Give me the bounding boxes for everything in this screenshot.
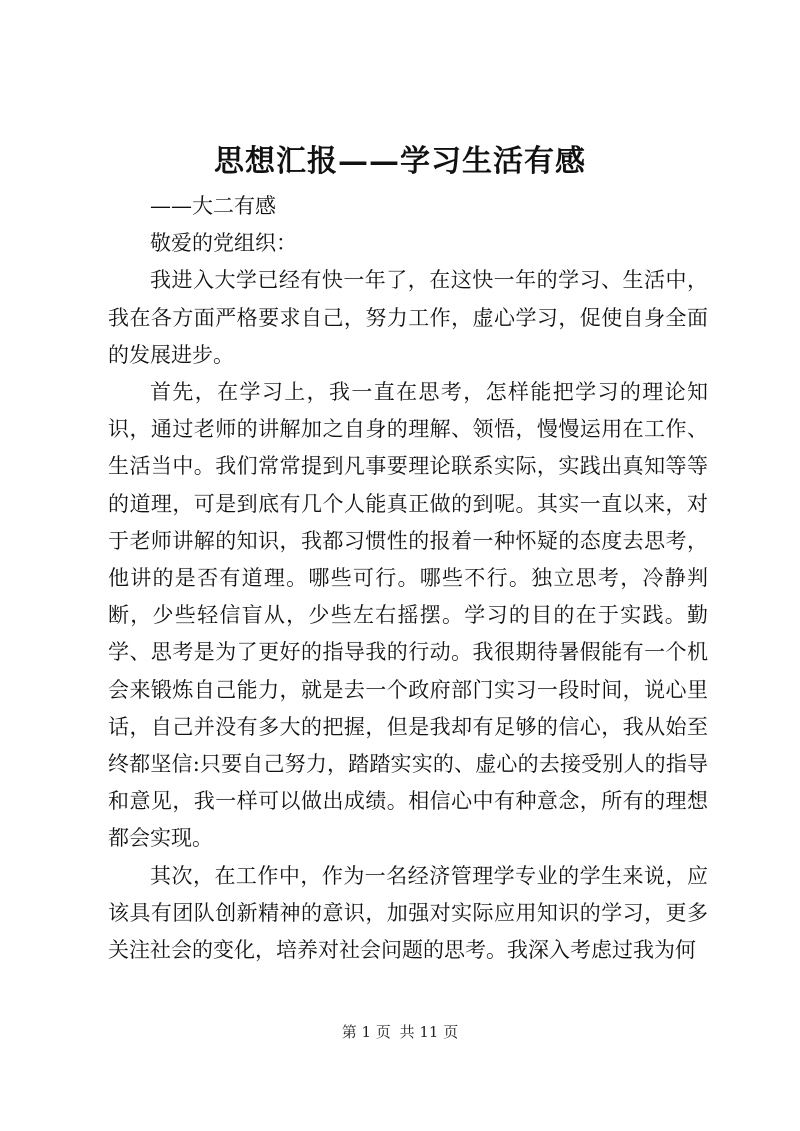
- paragraph: 我进入大学已经有快一年了，在这快一年的学习、生活中，我在各方面严格要求自己，努力工作，虚心学习，促使自身全面的发展进步。: [108, 268, 708, 367]
- page-number: 第 1 页: [341, 1023, 391, 1041]
- document-body: [108, 188, 708, 969]
- page-total: 共 11 页: [399, 1023, 459, 1041]
- page-footer: [0, 1022, 800, 1042]
- subtitle: ——大二有感: [150, 194, 276, 218]
- paragraph: 首先，在学习上，我一直在思考，怎样能把学习的理论知识，通过老师的讲解加之自身的理解、领悟，慢慢运用在工作、生活当中。我们常常提到凡事要理论联系实际，实践出真知等等的道理，可是到底有几个人能真正做的到呢。其实一直以来，对于老师讲解的知识，我都习惯性的报着一种怀疑的态度去思考，他讲的是否有道理。哪些可行。哪些不行。独立思考，冷静判断，少些轻信盲从，少些左右摇摆。学习的目的在于实践。勤学、思考是为了更好的指导我的行动。我很期待暑假能有一个机会来锻炼自己能力，就是去一个政府部门实习一段时间，说心里话，自己并没有多大的把握，但是我却有足够的信心，我从始至终都坚信:只要自己努力，踏踏实实的、虚心的去接受别人的指导和意见，我一样可以做出成绩。相信心中有种意念，所有的理想都会实现。: [108, 380, 708, 851]
- paragraph: 其次，在工作中，作为一名经济管理学专业的学生来说，应该具有团队创新精神的意识，加强对实际应用知识的学习，更多关注社会的变化，培养对社会问题的思考。我深入考虑过我为何: [108, 863, 708, 963]
- salutation: 敬爱的党组织：: [150, 231, 297, 256]
- document-title: 思想汇报——学习生活有感: [214, 144, 586, 179]
